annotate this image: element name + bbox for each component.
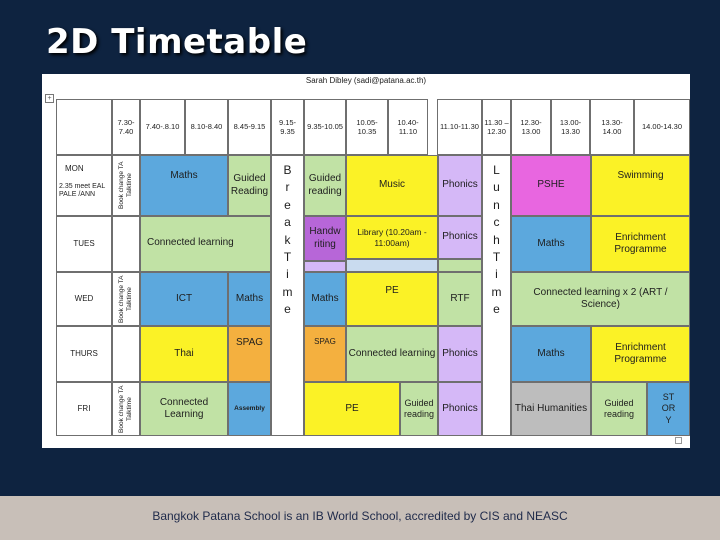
lesson-guided-reading[interactable]: Guided reading	[591, 382, 647, 436]
day-label: MON	[65, 164, 84, 173]
lunch-letter: n	[493, 197, 500, 212]
footer-text: Bangkok Patana School is an IB World School, accredited by CIS and NEASC	[152, 509, 568, 523]
lesson-phonics[interactable]: Phonics	[438, 326, 482, 382]
time-header: 8.10-8.40	[185, 99, 228, 155]
lunch-letter: u	[493, 180, 500, 195]
time-header: 9.15-9.35	[271, 99, 304, 155]
timetable-grid	[56, 99, 690, 436]
lesson-swimming[interactable]: Swimming	[591, 155, 690, 216]
day-mon	[56, 155, 112, 216]
slide-title: 2D Timetable	[46, 22, 308, 62]
empty-cell	[112, 216, 140, 272]
lesson-thai-humanities[interactable]: Thai Humanities	[511, 382, 591, 436]
lunch-letter: i	[495, 267, 498, 282]
lesson-enrichment[interactable]: Enrichment Programme	[591, 216, 690, 272]
lesson-pshe[interactable]: PSHE	[511, 155, 591, 216]
lesson-library[interactable]: Library (10.20am - 11:00am)	[346, 216, 438, 259]
lesson-connected-learning[interactable]: Connected learning	[346, 326, 438, 382]
lesson-guided-reading[interactable]: Guided reading	[400, 382, 438, 436]
day-thurs: THURS	[56, 326, 112, 382]
lesson-guided-reading[interactable]: Guided Reading	[228, 155, 271, 216]
time-header: 7.30-7.40	[112, 99, 140, 155]
time-header: 11.10-11.30	[437, 99, 482, 155]
lunch-letter: h	[493, 232, 500, 247]
break-letter: k	[284, 232, 291, 247]
lunch-letter: c	[493, 215, 500, 230]
lunch-letter: T	[492, 249, 501, 264]
break-letter: r	[285, 180, 290, 195]
break-letter: e	[284, 302, 291, 317]
lesson-maths[interactable]: Maths	[511, 326, 591, 382]
lesson-maths[interactable]: Maths	[228, 272, 271, 326]
lesson-assembly[interactable]: Assembly	[228, 382, 271, 436]
lesson-guided-reading[interactable]: Guided reading	[304, 155, 346, 216]
lunch-letter: m	[491, 284, 502, 299]
empty-cell	[112, 326, 140, 382]
lesson-handwriting-bar	[304, 261, 346, 272]
footer-bar	[0, 496, 720, 540]
time-header: 10.05-10.35	[346, 99, 388, 155]
lunch-letter: L	[493, 163, 500, 177]
break-letter: i	[286, 267, 289, 282]
timetable-sheet	[42, 74, 690, 448]
break-letter: B	[283, 163, 292, 177]
lesson-rtf[interactable]: RTF	[438, 272, 482, 326]
book-change-fri	[112, 382, 140, 436]
lesson-phonics[interactable]: Phonics	[438, 216, 482, 259]
lesson-spag[interactable]: SPAG	[228, 326, 271, 382]
time-header: 13.30-14.00	[590, 99, 634, 155]
day-tues: TUES	[56, 216, 112, 272]
book-change-label: Book change TA Talktime	[118, 275, 133, 323]
expand-handle-icon[interactable]: +	[45, 94, 54, 103]
lesson-handwriting[interactable]: Handw riting	[304, 216, 346, 261]
lesson-connected-learning[interactable]: Connected Learning	[140, 382, 228, 436]
resize-handle-icon[interactable]	[675, 437, 682, 444]
break-letter: T	[283, 249, 292, 264]
corner-cell	[56, 99, 112, 155]
lesson-maths[interactable]: Maths	[304, 272, 346, 326]
book-change-wed	[112, 272, 140, 326]
lesson-phonics-bar	[438, 259, 482, 272]
lesson-thai[interactable]: Thai	[140, 326, 228, 382]
lesson-maths[interactable]: Maths	[511, 216, 591, 272]
owner-email: Sarah Dibley (sadi@patana.ac.th)	[305, 76, 427, 85]
break-letter: a	[284, 215, 291, 230]
time-header: 7.40-.8.10	[140, 99, 185, 155]
lesson-connected-learning[interactable]: Connected learning	[140, 216, 271, 272]
day-wed: WED	[56, 272, 112, 326]
lesson-enrichment[interactable]: Enrichment Programme	[591, 326, 690, 382]
time-header: 10.40-11.10	[388, 99, 428, 155]
lesson-library-bar	[346, 259, 438, 272]
lesson-phonics[interactable]: Phonics	[438, 382, 482, 436]
lunch-time-column	[482, 155, 511, 436]
book-change-mon	[112, 155, 140, 216]
day-fri: FRI	[56, 382, 112, 436]
break-letter: m	[282, 284, 293, 299]
mon-note: 2.35 meet EAL PALE /ANN	[59, 183, 106, 199]
time-header: 11.30 – 12.30	[482, 99, 511, 155]
time-header: 9.35-10.05	[304, 99, 346, 155]
time-header: 12.30-13.00	[511, 99, 551, 155]
time-header: 8.45-9.15	[228, 99, 271, 155]
lesson-phonics[interactable]: Phonics	[438, 155, 482, 216]
lesson-spag[interactable]: SPAG	[304, 326, 346, 382]
book-change-label: Book change TA Talktime	[118, 385, 133, 433]
time-header: 13.00-13.30	[551, 99, 590, 155]
book-change-label: Book change TA Talktime	[118, 161, 133, 210]
lesson-maths[interactable]: Maths	[140, 155, 228, 216]
lunch-letter: e	[493, 302, 500, 317]
lesson-ict[interactable]: ICT	[140, 272, 228, 326]
lesson-music[interactable]: Music	[346, 155, 438, 216]
break-time-column	[271, 155, 304, 436]
lesson-connected-learning-x2[interactable]: Connected learning x 2 (ART / Science)	[511, 272, 690, 326]
lesson-pe[interactable]: PE	[346, 272, 438, 326]
time-header: 14.00-14.30	[634, 99, 690, 155]
lesson-pe[interactable]: PE	[304, 382, 400, 436]
break-letter: e	[284, 197, 291, 212]
lesson-story[interactable]: ST OR Y	[647, 382, 690, 436]
